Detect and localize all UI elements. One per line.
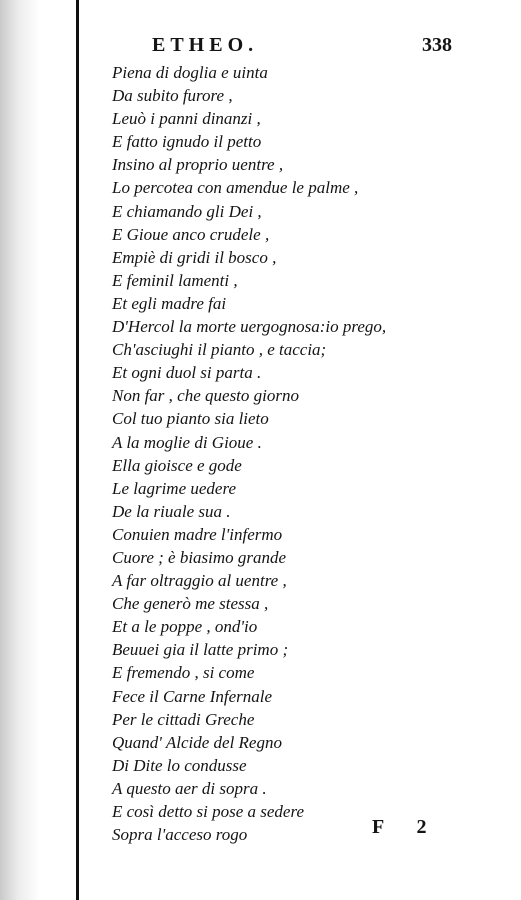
binding-shadow: [0, 0, 40, 900]
verse-line: Ch'asciughi il pianto , e taccia;: [112, 340, 327, 360]
verse-line: Et ogni duol si parta .: [112, 363, 262, 383]
verse-line: E chiamando gli Dei ,: [112, 201, 262, 221]
verse-line: E così detto si pose a sedere: [112, 802, 304, 821]
verse-line: Per le cittadi Greche: [112, 709, 255, 729]
verse-line: Le lagrime uedere: [112, 478, 237, 498]
verse-line: A questo aer di sopra .: [112, 778, 267, 798]
verse-line: E Gioue anco crudele ,: [112, 224, 270, 244]
page-number: 338: [422, 34, 452, 56]
page-header: [152, 34, 452, 64]
verse-line: De la riuale sua .: [112, 501, 231, 521]
verse-line: E feminil lamenti ,: [112, 270, 238, 290]
gutter-line: [76, 0, 79, 900]
verse-line: Beuuei gia il latte primo ;: [112, 640, 289, 660]
verse-line: Cuore ; è biasimo grande: [112, 547, 287, 567]
verse-line: Conuien madre l'infermo: [112, 524, 283, 544]
running-head: ETHEO.: [152, 34, 259, 56]
verse-line: Lo percotea con amendue le palme ,: [112, 178, 359, 198]
verse-line: Da subito furore ,: [112, 86, 233, 106]
verse-line: Insino al proprio uentre ,: [112, 155, 284, 175]
verse-line: Piena di doglia e uinta: [112, 63, 268, 82]
verse-line: E fremendo , si come: [112, 663, 255, 683]
verse-lines: [112, 61, 472, 846]
verse-line: Et egli madre fai: [112, 293, 227, 313]
verse-line: Col tuo pianto sia lieto: [112, 409, 269, 429]
verse-line: E fatto ignudo il petto: [112, 132, 262, 152]
verse-line: Non far , che questo giorno: [112, 386, 299, 406]
verse-line: A la moglie di Gioue .: [112, 432, 262, 452]
verse-line: Empiè di gridi il bosco ,: [112, 247, 277, 267]
verse-line: D'Hercol la morte uergognosa:io prego,: [112, 317, 387, 337]
verse-line: Quand' Alcide del Regno: [112, 732, 282, 752]
verse-line: Che generò me stessa ,: [112, 594, 269, 614]
verse-line: A far oltraggio al uentre ,: [112, 571, 287, 591]
verse-line: Di Dite lo condusse: [112, 755, 247, 775]
verse-line: Fece il Carne Infernale: [112, 686, 273, 706]
verse-line: Ella gioisce e gode: [112, 455, 242, 475]
signature-mark: F 2: [372, 816, 441, 838]
verse-line: Sopra l'acceso rogo: [112, 825, 248, 845]
verse-line: Et a le poppe , ond'io: [112, 617, 258, 637]
verse-line: Leuò i panni dinanzi ,: [112, 109, 261, 129]
